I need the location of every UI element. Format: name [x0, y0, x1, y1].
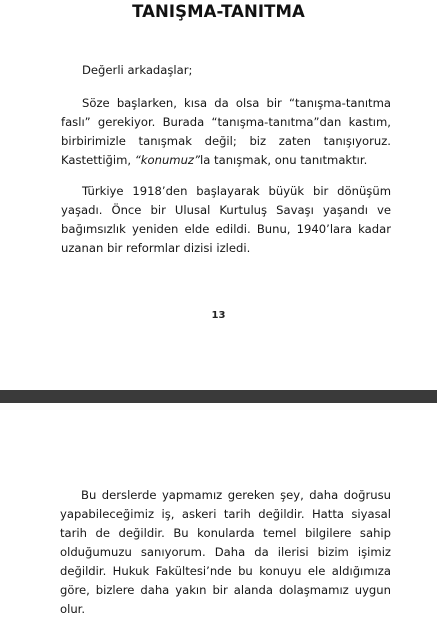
paragraph-history: Türkiye 1918’den başlayarak büyük bir dönüşüm yaşadı. Önce bir Ulusal Kurtuluş Savaşı yaşandı ve bağımsızlık yeniden elde edildi. Bunu, 1940’lara kadar uzanan bir reformlar dizisi izledi.: [61, 184, 391, 255]
paragraph-intro-text-1: Söze başlarken, kısa da olsa bir “tanışma-tanıtma faslı” gerekiyor. Burada “tanışma-tanıtma”dan kastım, birbirimizle tanışmak değil; biz zaten tanışıyoruz. Kastettiğim,: [61, 96, 391, 167]
chapter-title: TANIŞMA-TANITMA: [132, 2, 305, 21]
paragraph-intro-emphasis: “konumuz”: [134, 153, 201, 167]
greeting-line: Değerli arkadaşlar;: [82, 63, 193, 77]
paragraph-lessons: Bu derslerde yapmamız gereken şey, daha doğrusu yapabileceğimiz iş, askeri tarih değildir. Hatta siyasal tarih de değildir. Bu konularda temel bilgilere sahip olduğumuzu sanıyorum. Daha da ilerisi bizim işimiz değildir. Hukuk Fakültesi’nde bu konuyu ele aldığımıza göre, bizlere daha yakın bir alanda dolaşmamız uygun olur.: [60, 488, 391, 616]
page-number: 13: [211, 310, 226, 321]
document-page-14: [0, 403, 437, 616]
paragraph-intro: [61, 94, 391, 170]
paragraph-intro-text-2: la tanışmak, onu tanıtmaktır.: [200, 153, 368, 167]
page-separator: [0, 390, 437, 403]
